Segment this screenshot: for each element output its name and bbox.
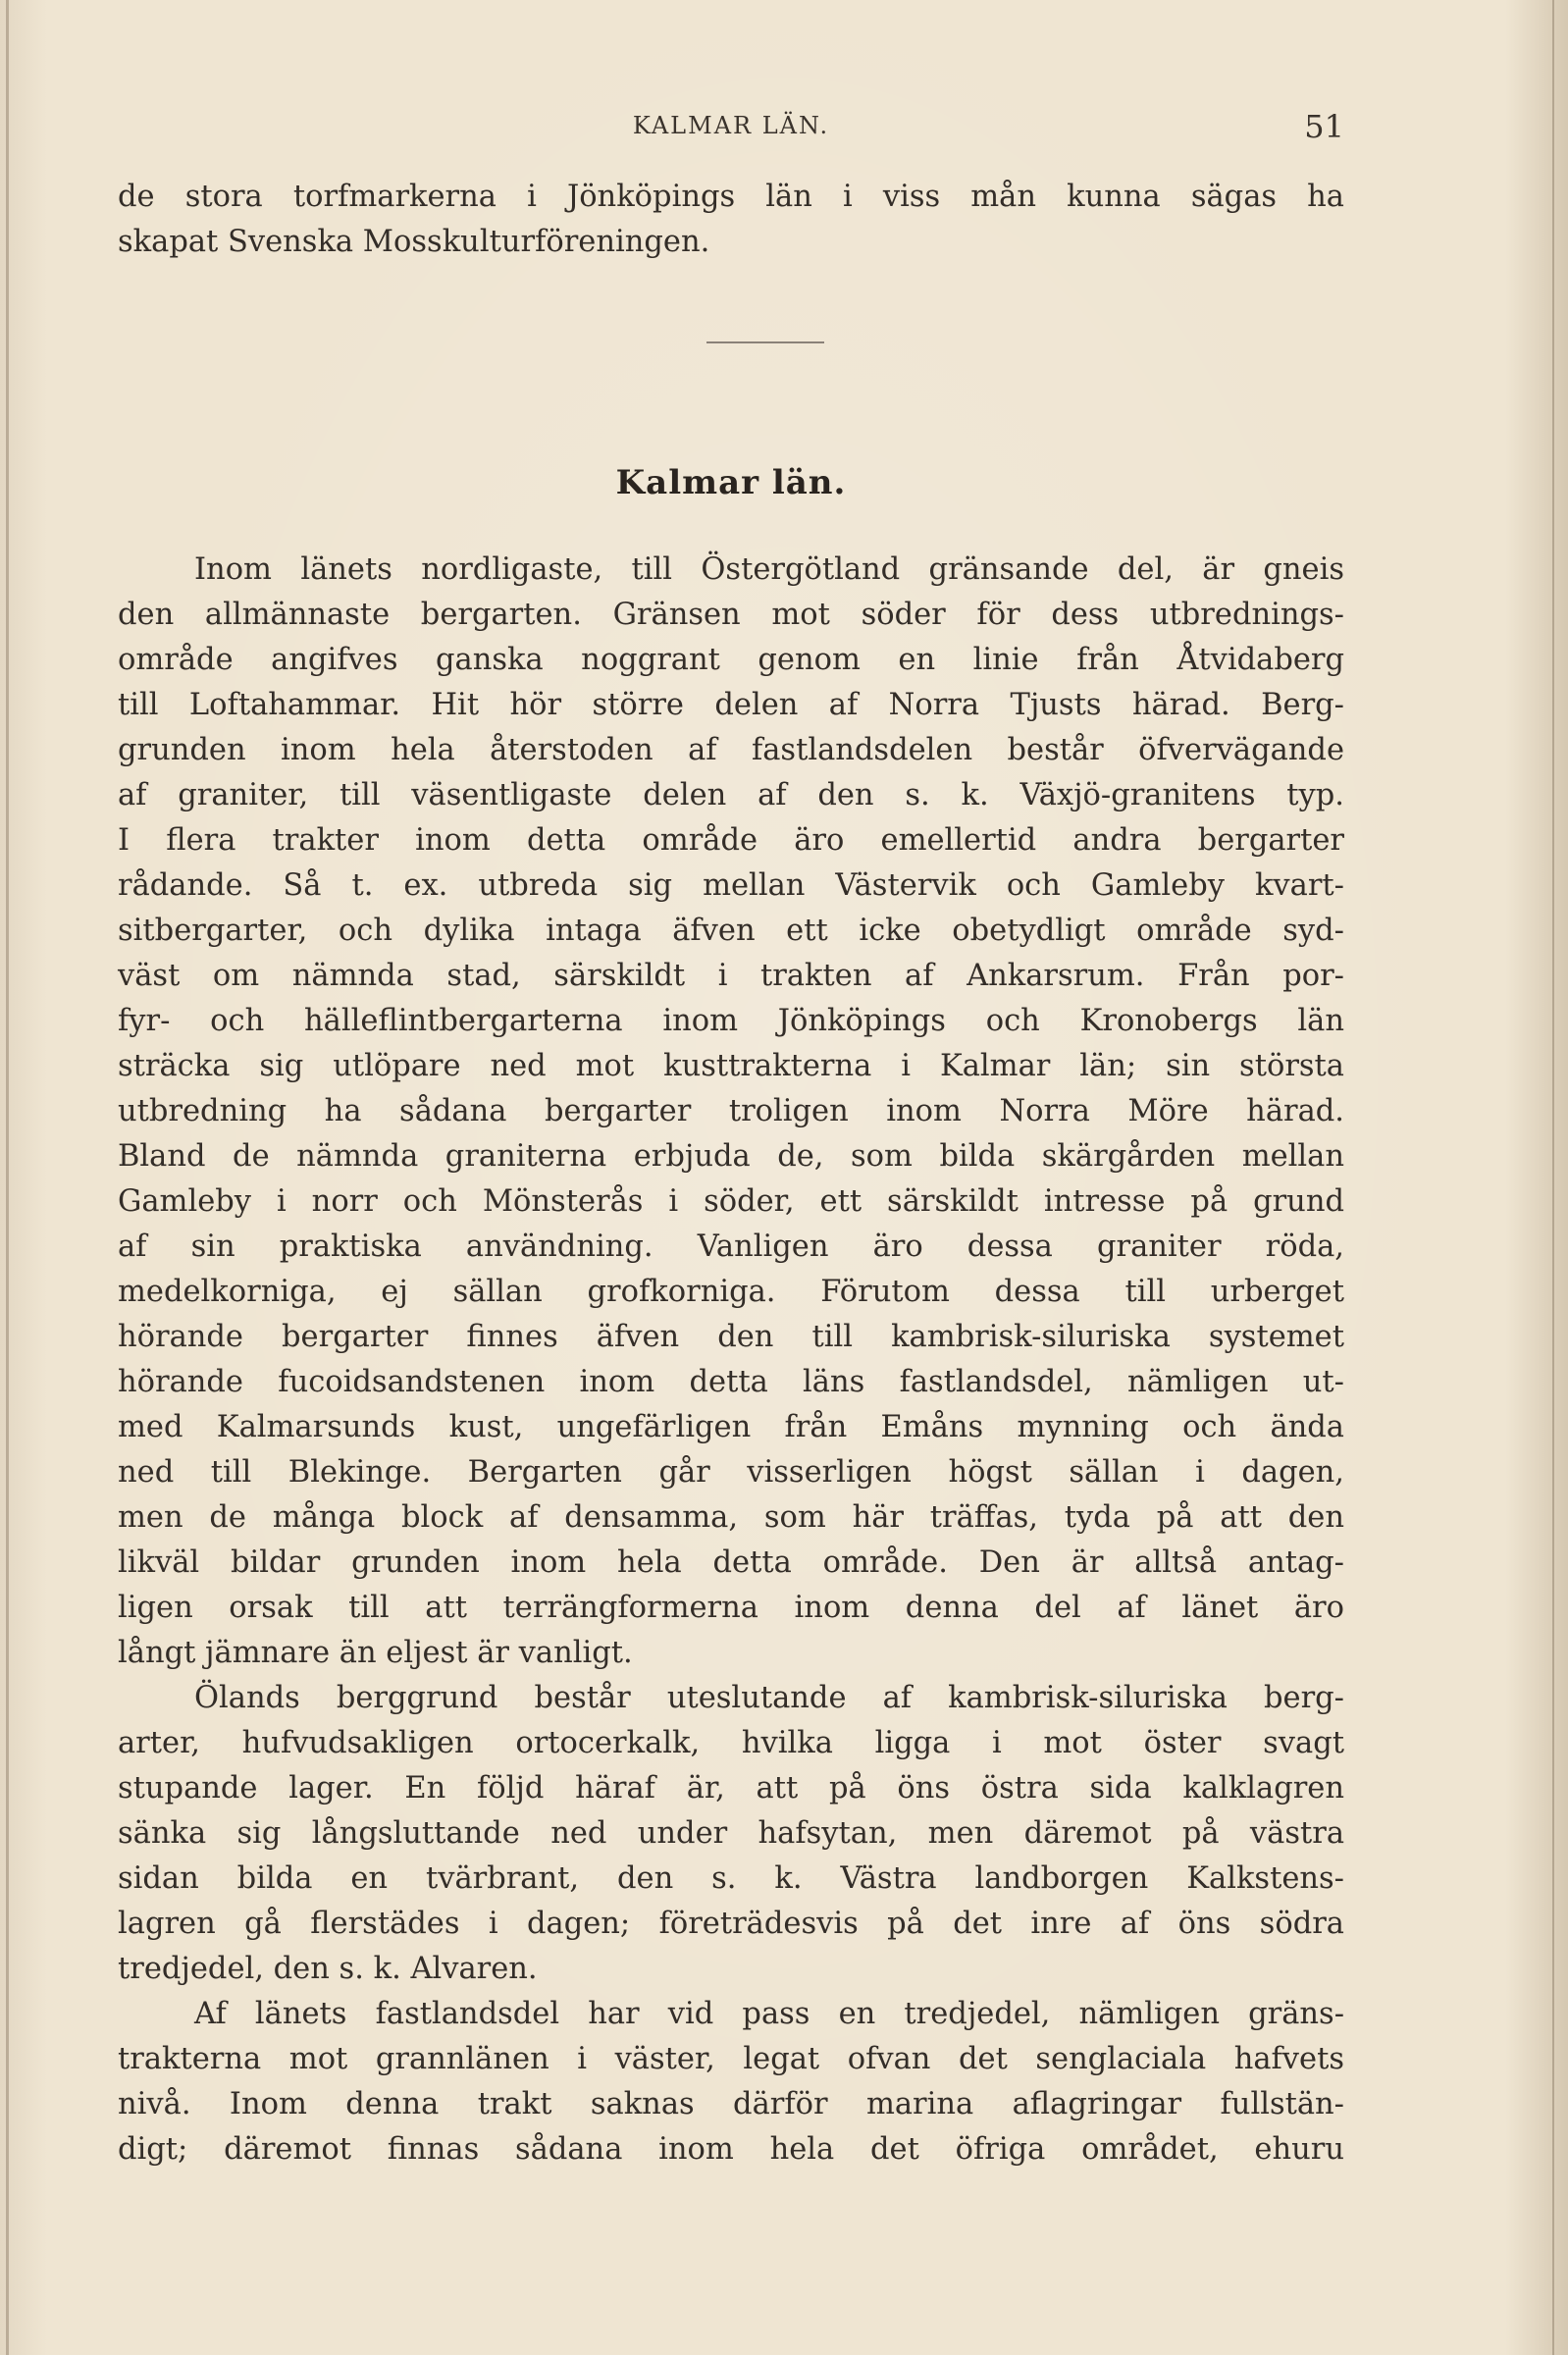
text-line: den allmännaste bergarten. Gränsen mot söder för dess utbrednings- bbox=[118, 598, 1344, 632]
section-separator bbox=[706, 341, 824, 343]
text-line: sidan bilda en tvärbrant, den s. k. Västra landborgen Kalkstens- bbox=[118, 1861, 1344, 1896]
text-line: hörande fucoidsandstenen inom detta läns fastlandsdel, nämligen ut- bbox=[118, 1365, 1344, 1399]
text-line: skapat Svenska Mosskulturföreningen. bbox=[118, 225, 710, 259]
text-line: Inom länets nordligaste, till Östergötland gränsande del, är gneis bbox=[194, 552, 1344, 587]
text-line: af sin praktiska användning. Vanligen äro dessa graniter röda, bbox=[118, 1230, 1344, 1264]
text-line: sträcka sig utlöpare ned mot kusttrakterna i Kalmar län; sin största bbox=[118, 1049, 1344, 1083]
page-right-edge bbox=[1552, 0, 1554, 2355]
intro-paragraph bbox=[118, 175, 1344, 265]
text-line: arter, hufvudsakligen ortocerkalk, hvilka ligga i mot öster svagt bbox=[118, 1726, 1344, 1760]
text-line: af graniter, till väsentligaste delen af den s. k. Växjö-granitens typ. bbox=[118, 778, 1344, 812]
text-line: till Loftahammar. Hit hör större delen af Norra Tjusts härad. Berg- bbox=[118, 688, 1344, 722]
text-line: fyr- och hälleflintbergarterna inom Jönköpings och Kronobergs län bbox=[118, 1004, 1344, 1038]
text-line: men de många block af densamma, som här träffas, tyda på att den bbox=[118, 1500, 1344, 1535]
body-text bbox=[118, 548, 1344, 2172]
text-line: hörande bergarter finnes äfven den till kambrisk-siluriska systemet bbox=[118, 1320, 1344, 1354]
text-line: stupande lager. En följd häraf är, att på öns östra sida kalklagren bbox=[118, 1771, 1344, 1806]
text-line: digt; däremot finnas sådana inom hela det öfriga området, ehuru bbox=[118, 2132, 1344, 2167]
text-line: grunden inom hela återstoden af fastlandsdelen består öfvervägande bbox=[118, 733, 1344, 767]
text-line: lagren gå flerstädes i dagen; företrädesvis på det inre af öns södra bbox=[118, 1907, 1344, 1941]
page-left-edge bbox=[6, 0, 9, 2355]
text-line: Ölands berggrund består uteslutande af kambrisk-siluriska berg- bbox=[194, 1681, 1344, 1715]
text-line: ligen orsak till att terrängformerna inom denna del af länet äro bbox=[118, 1591, 1344, 1625]
text-line: långt jämnare än eljest är vanligt. bbox=[118, 1636, 633, 1670]
text-line: Af länets fastlandsdel har vid pass en tredjedel, nämligen gräns- bbox=[194, 1997, 1344, 2031]
running-header bbox=[118, 108, 1344, 147]
text-line: medelkorniga, ej sällan grofkorniga. Förutom dessa till urberget bbox=[118, 1275, 1344, 1309]
text-line: utbredning ha sådana bergarter troligen inom Norra Möre härad. bbox=[118, 1094, 1344, 1128]
text-line: tredjedel, den s. k. Alvaren. bbox=[118, 1952, 538, 1986]
text-line: med Kalmarsunds kust, ungefärligen från Emåns mynning och ända bbox=[118, 1410, 1344, 1444]
text-line: Bland de nämnda graniterna erbjuda de, som bilda skärgården mellan bbox=[118, 1139, 1344, 1174]
page-number: 51 bbox=[1304, 108, 1344, 145]
running-title: KALMAR LÄN. bbox=[632, 112, 830, 139]
text-line: område angifves ganska noggrant genom en linie från Åtvidaberg bbox=[118, 643, 1344, 677]
text-line: sänka sig långsluttande ned under hafsytan, men däremot på västra bbox=[118, 1816, 1344, 1851]
text-line: väst om nämnda stad, särskildt i trakten af Ankarsrum. Från por- bbox=[118, 959, 1344, 993]
text-line: sitbergarter, och dylika intaga äfven ett icke obetydligt område syd- bbox=[118, 914, 1344, 948]
text-line: likväl bildar grunden inom hela detta område. Den är alltså antag- bbox=[118, 1545, 1344, 1580]
text-line: de stora torfmarkerna i Jönköpings län i viss mån kunna sägas ha bbox=[118, 180, 1344, 214]
text-line: trakterna mot grannlänen i väster, legat ofvan det senglaciala hafvets bbox=[118, 2042, 1344, 2076]
text-line: ned till Blekinge. Bergarten går visserligen högst sällan i dagen, bbox=[118, 1455, 1344, 1490]
text-line: I flera trakter inom detta område äro emellertid andra bergarter bbox=[118, 823, 1344, 858]
text-line: nivå. Inom denna trakt saknas därför marina aflagringar fullstän- bbox=[118, 2087, 1344, 2121]
text-line: Gamleby i norr och Mönsterås i söder, ett särskildt intresse på grund bbox=[118, 1184, 1344, 1219]
text-line: rådande. Så t. ex. utbreda sig mellan Västervik och Gamleby kvart- bbox=[118, 868, 1344, 903]
section-heading: Kalmar län. bbox=[615, 463, 847, 502]
